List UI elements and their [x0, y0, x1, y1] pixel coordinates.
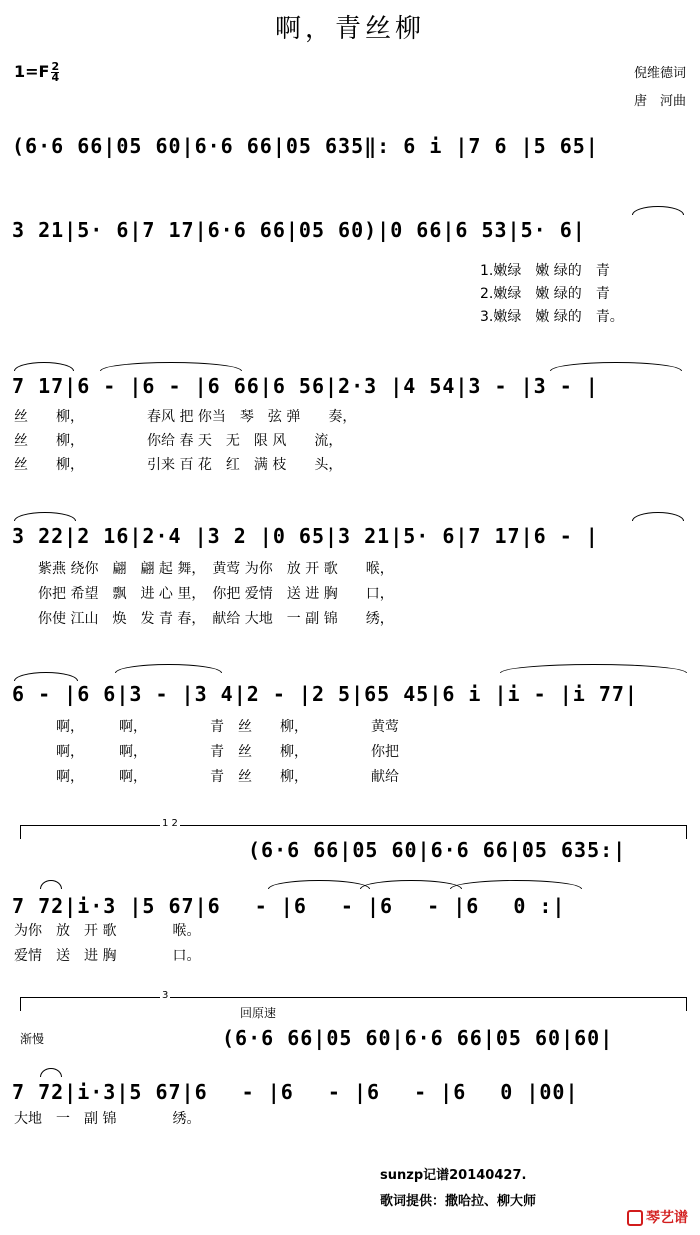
- lyric-verse-2: 丝 柳， 你给 春 天 无 限 风 流，: [14, 433, 343, 449]
- logo-icon: [627, 1210, 643, 1226]
- lyrics-source-credit: 歌词提供：撒哈拉、柳大师: [380, 1194, 537, 1209]
- slur: [115, 664, 222, 673]
- slur: [632, 512, 684, 521]
- slur: [100, 362, 242, 371]
- lyric-verse-1: 啊， 啊， 青 丝 柳， 黄莺: [14, 719, 399, 735]
- lyric-verse-2: 爱情 送 进 胸 口。: [14, 948, 201, 964]
- notation-row-3: 7 17|6 - |6 - |6 66|6 56|2·3 |4 54|3 - |3 - |: [12, 374, 599, 398]
- volta-number: 3: [162, 990, 169, 1001]
- volta-tick: [20, 997, 21, 1011]
- slur: [632, 206, 684, 215]
- lyric-verse-1: 丝 柳， 春风 把 你当 琴 弦 弹 奏，: [14, 409, 357, 425]
- tempo-marking: 渐慢: [20, 1032, 45, 1046]
- slur: [268, 880, 370, 889]
- volta-tick: [20, 825, 21, 839]
- time-denominator: 4: [51, 71, 60, 84]
- notation-row-7: 7 72|i·3 |5 67|6 - |6 - |6 - |6 0 :|: [12, 894, 566, 918]
- slur: [14, 512, 76, 521]
- volta-bracket: [20, 997, 687, 998]
- notation-row-2: 3 21|5· 6|7 17|6·6 66|05 60)|0 66|6 53|5· 6|: [12, 218, 586, 242]
- notation-row-8: (6·6 66|05 60|6·6 66|05 60|60|: [222, 1026, 614, 1050]
- volta-bracket: [20, 825, 687, 826]
- composer-credit: 唐 河曲: [633, 94, 686, 109]
- notation-row-1: (6·6 66|05 60|6·6 66|05 635‖: 6 i |7 6 |5 65|: [12, 134, 599, 158]
- notation-row-6: (6·6 66|05 60|6·6 66|05 635:|: [248, 838, 627, 862]
- lyric-verse-1: 1.嫩绿 嫩 绿的 青: [480, 263, 610, 279]
- key-label: 1=F: [14, 62, 50, 81]
- lyric-verse-2: 你把 希望 飘 进 心 里， 你把 爱情 送 进 胸 口，: [38, 586, 394, 602]
- volta-tick: [686, 997, 687, 1011]
- page-title: 啊，青丝柳: [274, 14, 425, 44]
- transcriber-credit: sunzp记谱20140427.: [380, 1168, 527, 1183]
- lyric-verse-3: 啊， 啊， 青 丝 柳， 献给: [14, 769, 399, 785]
- lyric-verse-1: 为你 放 开 歌 喉。: [14, 923, 201, 939]
- slur: [550, 362, 682, 371]
- logo-text: 琴艺谱: [646, 1210, 688, 1226]
- lyric-verse-2: 啊， 啊， 青 丝 柳， 你把: [14, 744, 399, 760]
- lyric-verse-2: 2.嫩绿 嫩 绿的 青: [480, 286, 610, 302]
- lyric-verse-3: 3.嫩绿 嫩 绿的 青。: [480, 309, 624, 325]
- lyric-verse-3: 你使 江山 焕 发 青 春， 献给 大地 一 副 锦 绣，: [38, 611, 394, 627]
- watermark-logo: [627, 1207, 688, 1227]
- slur: [360, 880, 462, 889]
- tempo-marking: 回原速: [240, 1006, 277, 1020]
- slur: [40, 880, 62, 889]
- key-signature: [14, 62, 59, 83]
- slur: [14, 362, 74, 371]
- time-numerator: 2: [51, 60, 60, 73]
- lyric-verse-3: 丝 柳， 引来 百 花 红 满 枝 头，: [14, 457, 343, 473]
- slur: [450, 880, 582, 889]
- volta-tick: [686, 825, 687, 839]
- lyric-verse-3: 大地 一 副 锦 绣。: [14, 1111, 201, 1127]
- notation-row-4: 3 22|2 16|2·4 |3 2 |0 65|3 21|5· 6|7 17|6 - |: [12, 524, 599, 548]
- slur: [500, 664, 687, 673]
- slur: [14, 672, 78, 681]
- lyric-verse-1: 紫燕 绕你 翩 翩 起 舞， 黄莺 为你 放 开 歌 喉，: [38, 561, 394, 577]
- volta-number: 1 2: [162, 818, 178, 829]
- time-signature: [51, 62, 59, 83]
- lyricist-credit: 倪维德词: [633, 66, 686, 81]
- notation-row-9: 7 72|i·3|5 67|6 - |6 - |6 - |6 0 |00|: [12, 1080, 579, 1104]
- notation-row-5: 6 - |6 6|3 - |3 4|2 - |2 5|65 45|6 i |i - |i 77|: [12, 682, 638, 706]
